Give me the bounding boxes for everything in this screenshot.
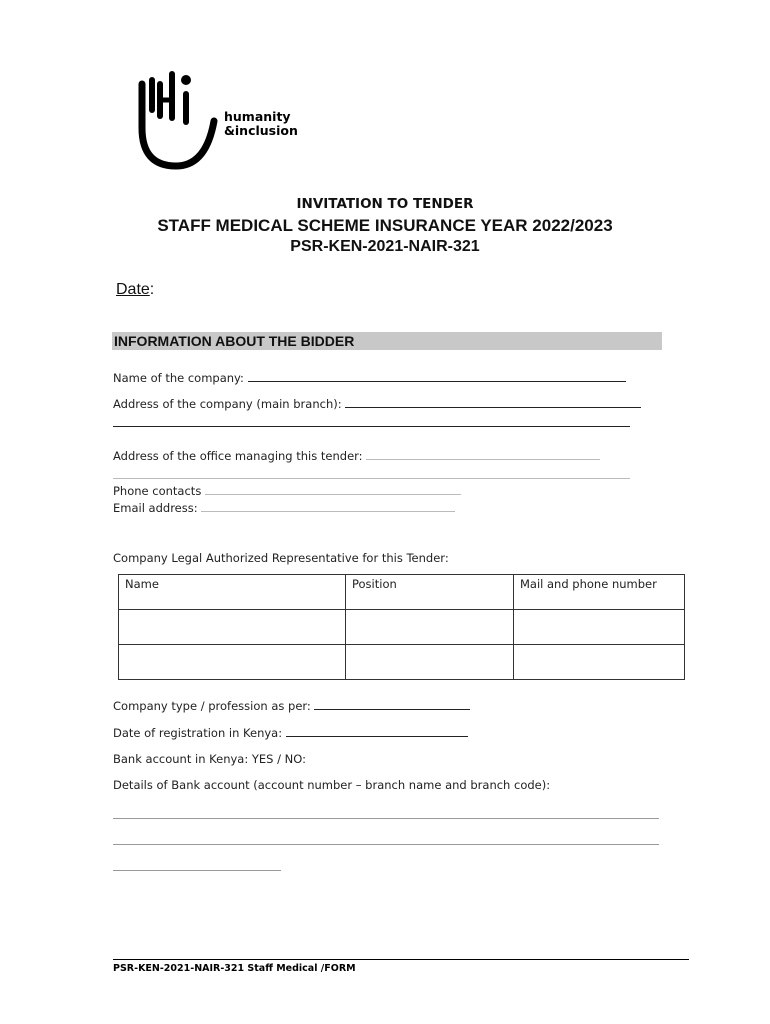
representative-table — [118, 574, 685, 680]
date-colon: : — [149, 281, 155, 298]
phone-label: Phone contacts — [113, 484, 202, 498]
representative-label: Company Legal Authorized Representative for this Tender: — [113, 551, 449, 565]
column-header-position: Position — [346, 575, 514, 610]
address-office-input-line-2[interactable] — [113, 478, 630, 479]
email-label: Email address: — [113, 501, 198, 515]
bank-details-input-line-1[interactable] — [113, 818, 659, 819]
table-cell-contact[interactable] — [514, 645, 685, 680]
address-main-input-line[interactable] — [345, 407, 641, 408]
date-label: Date — [116, 281, 150, 298]
registration-date-label: Date of registration in Kenya: — [113, 726, 283, 740]
address-main-field[interactable] — [113, 397, 641, 411]
column-header-name: Name — [119, 575, 346, 610]
registration-date-field[interactable] — [113, 726, 468, 740]
bank-account-question: Bank account in Kenya: YES / NO: — [113, 752, 306, 766]
bank-details-input-line-3[interactable] — [113, 870, 281, 871]
table-header-row — [119, 575, 685, 610]
address-office-field[interactable] — [113, 449, 600, 463]
date-field[interactable] — [116, 281, 154, 299]
address-main-input-line-2[interactable] — [113, 426, 630, 427]
company-name-field[interactable] — [113, 371, 626, 385]
company-type-field[interactable] — [113, 699, 470, 713]
section-heading-bidder-info: INFORMATION ABOUT THE BIDDER — [112, 332, 662, 350]
address-office-input-line[interactable] — [366, 459, 600, 460]
bank-details-label: Details of Bank account (account number – branch name and branch code): — [113, 778, 551, 792]
company-type-label: Company type / profession as per: — [113, 699, 311, 713]
table-cell-name[interactable] — [119, 645, 346, 680]
phone-field[interactable] — [113, 484, 461, 498]
document-title-line-2: STAFF MEDICAL SCHEME INSURANCE YEAR 2022/2023 — [157, 216, 613, 235]
email-input-line[interactable] — [201, 511, 455, 512]
address-main-label: Address of the company (main branch): — [113, 397, 342, 411]
brand-line-2: &inclusion — [224, 123, 298, 138]
footer-reference: PSR-KEN-2021-NAIR-321 Staff Medical /FORM — [113, 963, 356, 974]
brand-line-1: humanity — [224, 109, 291, 124]
table-cell-position[interactable] — [346, 610, 514, 645]
company-name-input-line[interactable] — [248, 381, 626, 382]
address-office-label: Address of the office managing this tender: — [113, 449, 363, 463]
company-type-input-line[interactable] — [314, 709, 470, 710]
brand-name — [224, 110, 298, 138]
company-name-label: Name of the company: — [113, 371, 244, 385]
phone-input-line[interactable] — [205, 494, 461, 495]
table-row — [119, 645, 685, 680]
document-reference: PSR-KEN-2021-NAIR-321 — [290, 238, 480, 255]
footer-divider — [113, 959, 689, 960]
table-cell-name[interactable] — [119, 610, 346, 645]
table-cell-contact[interactable] — [514, 610, 685, 645]
column-header-contact: Mail and phone number — [514, 575, 685, 610]
registration-date-input-line[interactable] — [286, 736, 468, 737]
email-field[interactable] — [113, 501, 455, 515]
bank-details-input-line-2[interactable] — [113, 844, 659, 845]
table-cell-position[interactable] — [346, 645, 514, 680]
table-row — [119, 610, 685, 645]
document-title-line-1: INVITATION TO TENDER — [296, 196, 474, 212]
